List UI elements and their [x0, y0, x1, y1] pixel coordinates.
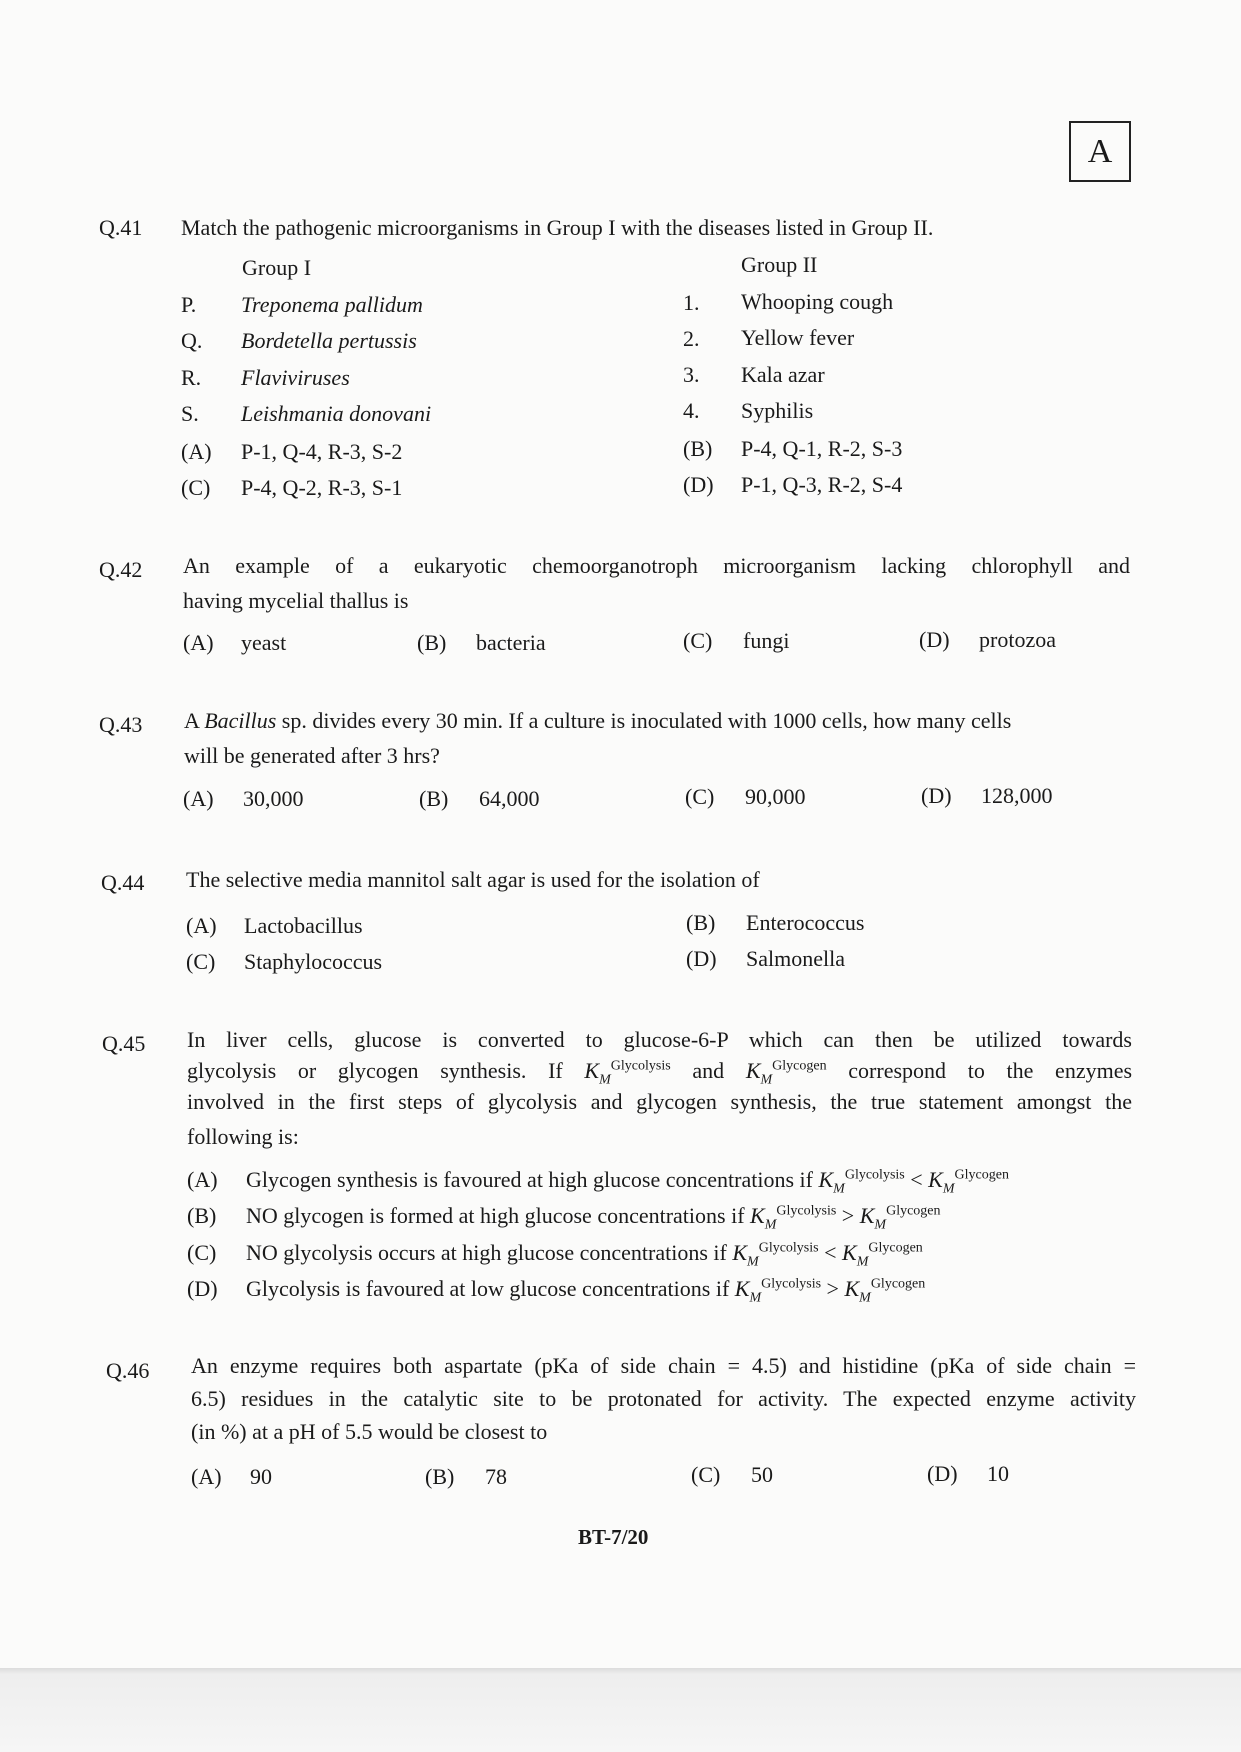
- q41-option-b-label: (B): [683, 436, 713, 461]
- q44-number: Q.44: [101, 870, 145, 895]
- q46-line3: (in %) at a pH of 5.5 would be closest to: [191, 1419, 548, 1444]
- q44-option-d-label: (D): [686, 946, 717, 971]
- q46-option-d: 10: [987, 1461, 1009, 1486]
- q43-option-b-label: (B): [419, 786, 449, 811]
- q46-number: Q.46: [106, 1358, 150, 1383]
- q41-group1-item-p: Treponema pallidum: [241, 292, 423, 317]
- q41-group1-label-q: Q.: [181, 328, 203, 353]
- q45-option-a-label: (A): [187, 1167, 218, 1192]
- q41-group1-item-s: Leishmania donovani: [241, 401, 432, 426]
- q41-group1-header: Group I: [242, 255, 312, 280]
- q45-option-c-label: (C): [187, 1240, 217, 1265]
- q43-option-a: 30,000: [243, 786, 304, 811]
- q44-option-a: Lactobacillus: [244, 913, 363, 938]
- q42-option-d: protozoa: [979, 627, 1056, 652]
- q45-option-b: NO glycogen is formed at high glucose concentrations if $K_M^{Glycolysis} > K_M^{Glycogen}$: [246, 1203, 941, 1233]
- q41-group1-label-s: S.: [181, 401, 199, 426]
- q46-option-a: 90: [250, 1464, 272, 1489]
- q45-number: Q.45: [102, 1031, 146, 1056]
- q41-number: Q.41: [99, 215, 143, 240]
- q41-option-b: P-4, Q-1, R-2, S-3: [741, 436, 903, 461]
- q43-number: Q.43: [99, 712, 143, 737]
- q42-option-b: bacteria: [476, 630, 546, 655]
- q43-option-d-label: (D): [921, 783, 952, 808]
- scan-bottom-edge: [0, 1668, 1241, 1752]
- page-footer: BT-7/20: [578, 1525, 649, 1549]
- q43-option-b: 64,000: [479, 786, 540, 811]
- q46-option-a-label: (A): [191, 1464, 222, 1489]
- q44-option-d: Salmonella: [746, 946, 845, 971]
- q41-option-a-label: (A): [181, 439, 212, 464]
- q44-option-b-label: (B): [686, 910, 716, 935]
- q43-option-a-label: (A): [183, 786, 214, 811]
- q42-option-a-label: (A): [183, 630, 214, 655]
- q41-option-d-label: (D): [683, 472, 714, 497]
- q45-option-d: Glycolysis is favoured at low glucose concentrations if $K_M^{Glycolysis} > K_M^{Glycogen}$: [246, 1276, 926, 1306]
- q41-group2-label-3: 3.: [683, 362, 700, 387]
- q43-line1: A Bacillus sp. divides every 30 min. If a culture is inoculated with 1000 cells, how many cells: [184, 708, 1012, 733]
- q43-option-c: 90,000: [745, 784, 806, 809]
- q42-number: Q.42: [99, 557, 143, 582]
- q44-option-c: Staphylococcus: [244, 949, 383, 974]
- q45-option-b-label: (B): [187, 1203, 217, 1228]
- q42-option-c: fungi: [743, 628, 790, 653]
- q41-group1-item-r: Flaviviruses: [241, 365, 350, 390]
- q41-group1-item-q: Bordetella pertussis: [241, 328, 417, 353]
- q42-line2: having mycelial thallus is: [183, 588, 409, 613]
- q41-group2-item-3: Kala azar: [741, 362, 825, 387]
- q44-text: The selective media mannitol salt agar is used for the isolation of: [186, 867, 760, 892]
- q46-option-c: 50: [751, 1462, 773, 1487]
- q43-option-d: 128,000: [981, 783, 1053, 808]
- q41-group2-item-4: Syphilis: [741, 398, 814, 423]
- q46-option-c-label: (C): [691, 1462, 721, 1487]
- q43-option-c-label: (C): [685, 784, 715, 809]
- q42-line1: An example of a eukaryotic chemoorganotroph microorganism lacking chlorophyll and: [183, 553, 1130, 578]
- q44-option-c-label: (C): [186, 949, 216, 974]
- q41-group1-label-r: R.: [181, 365, 202, 390]
- set-code-box: A: [1069, 121, 1131, 182]
- q44-option-b: Enterococcus: [746, 910, 865, 935]
- q46-line2: 6.5) residues in the catalytic site to be protonated for activity. The expected enzyme activity: [191, 1386, 1136, 1411]
- q41-group2-item-1: Whooping cough: [741, 289, 894, 314]
- q45-line4: following is:: [187, 1124, 299, 1149]
- q45-line3: involved in the first steps of glycolysis and glycogen synthesis, the true statement amongst the: [187, 1089, 1132, 1114]
- q45-line1: In liver cells, glucose is converted to glucose-6-P which can then be utilized towards: [187, 1027, 1132, 1052]
- q41-group2-label-4: 4.: [683, 398, 700, 423]
- q45-option-d-label: (D): [187, 1276, 218, 1301]
- q45-line2: glycolysis or glycogen synthesis. If $K_M^{Glycolysis}$ and $K_M^{Glycogen}$ correspond to the enzymes: [187, 1058, 1133, 1088]
- q41-option-d: P-1, Q-3, R-2, S-4: [741, 472, 903, 497]
- q46-line1: An enzyme requires both aspartate (pKa of side chain = 4.5) and histidine (pKa of side chain =: [191, 1353, 1136, 1378]
- q46-option-d-label: (D): [927, 1461, 958, 1486]
- q41-option-c: P-4, Q-2, R-3, S-1: [241, 475, 403, 500]
- q42-option-b-label: (B): [417, 630, 447, 655]
- q41-group1-label-p: P.: [181, 292, 197, 317]
- q46-option-b: 78: [485, 1464, 507, 1489]
- q41-group2-item-2: Yellow fever: [741, 325, 855, 350]
- q45-option-c: NO glycolysis occurs at high glucose concentrations if $K_M^{Glycolysis} < K_M^{Glycogen}$: [246, 1240, 923, 1270]
- q42-option-a: yeast: [241, 630, 287, 655]
- q46-option-b-label: (B): [425, 1464, 455, 1489]
- q41-group2-header: Group II: [741, 252, 818, 277]
- q41-group2-label-2: 2.: [683, 326, 700, 351]
- q42-option-d-label: (D): [919, 627, 950, 652]
- q43-line2: will be generated after 3 hrs?: [184, 743, 440, 768]
- q41-group2-label-1: 1.: [683, 290, 700, 315]
- q41-option-a: P-1, Q-4, R-3, S-2: [241, 439, 403, 464]
- q45-option-a: Glycogen synthesis is favoured at high glucose concentrations if $K_M^{Glycolysis} < K_M^{Glycogen}$: [246, 1167, 1009, 1197]
- q44-option-a-label: (A): [186, 913, 217, 938]
- q41-option-c-label: (C): [181, 475, 211, 500]
- q41-text: Match the pathogenic microorganisms in Group I with the diseases listed in Group II.: [181, 215, 934, 240]
- q42-option-c-label: (C): [683, 628, 713, 653]
